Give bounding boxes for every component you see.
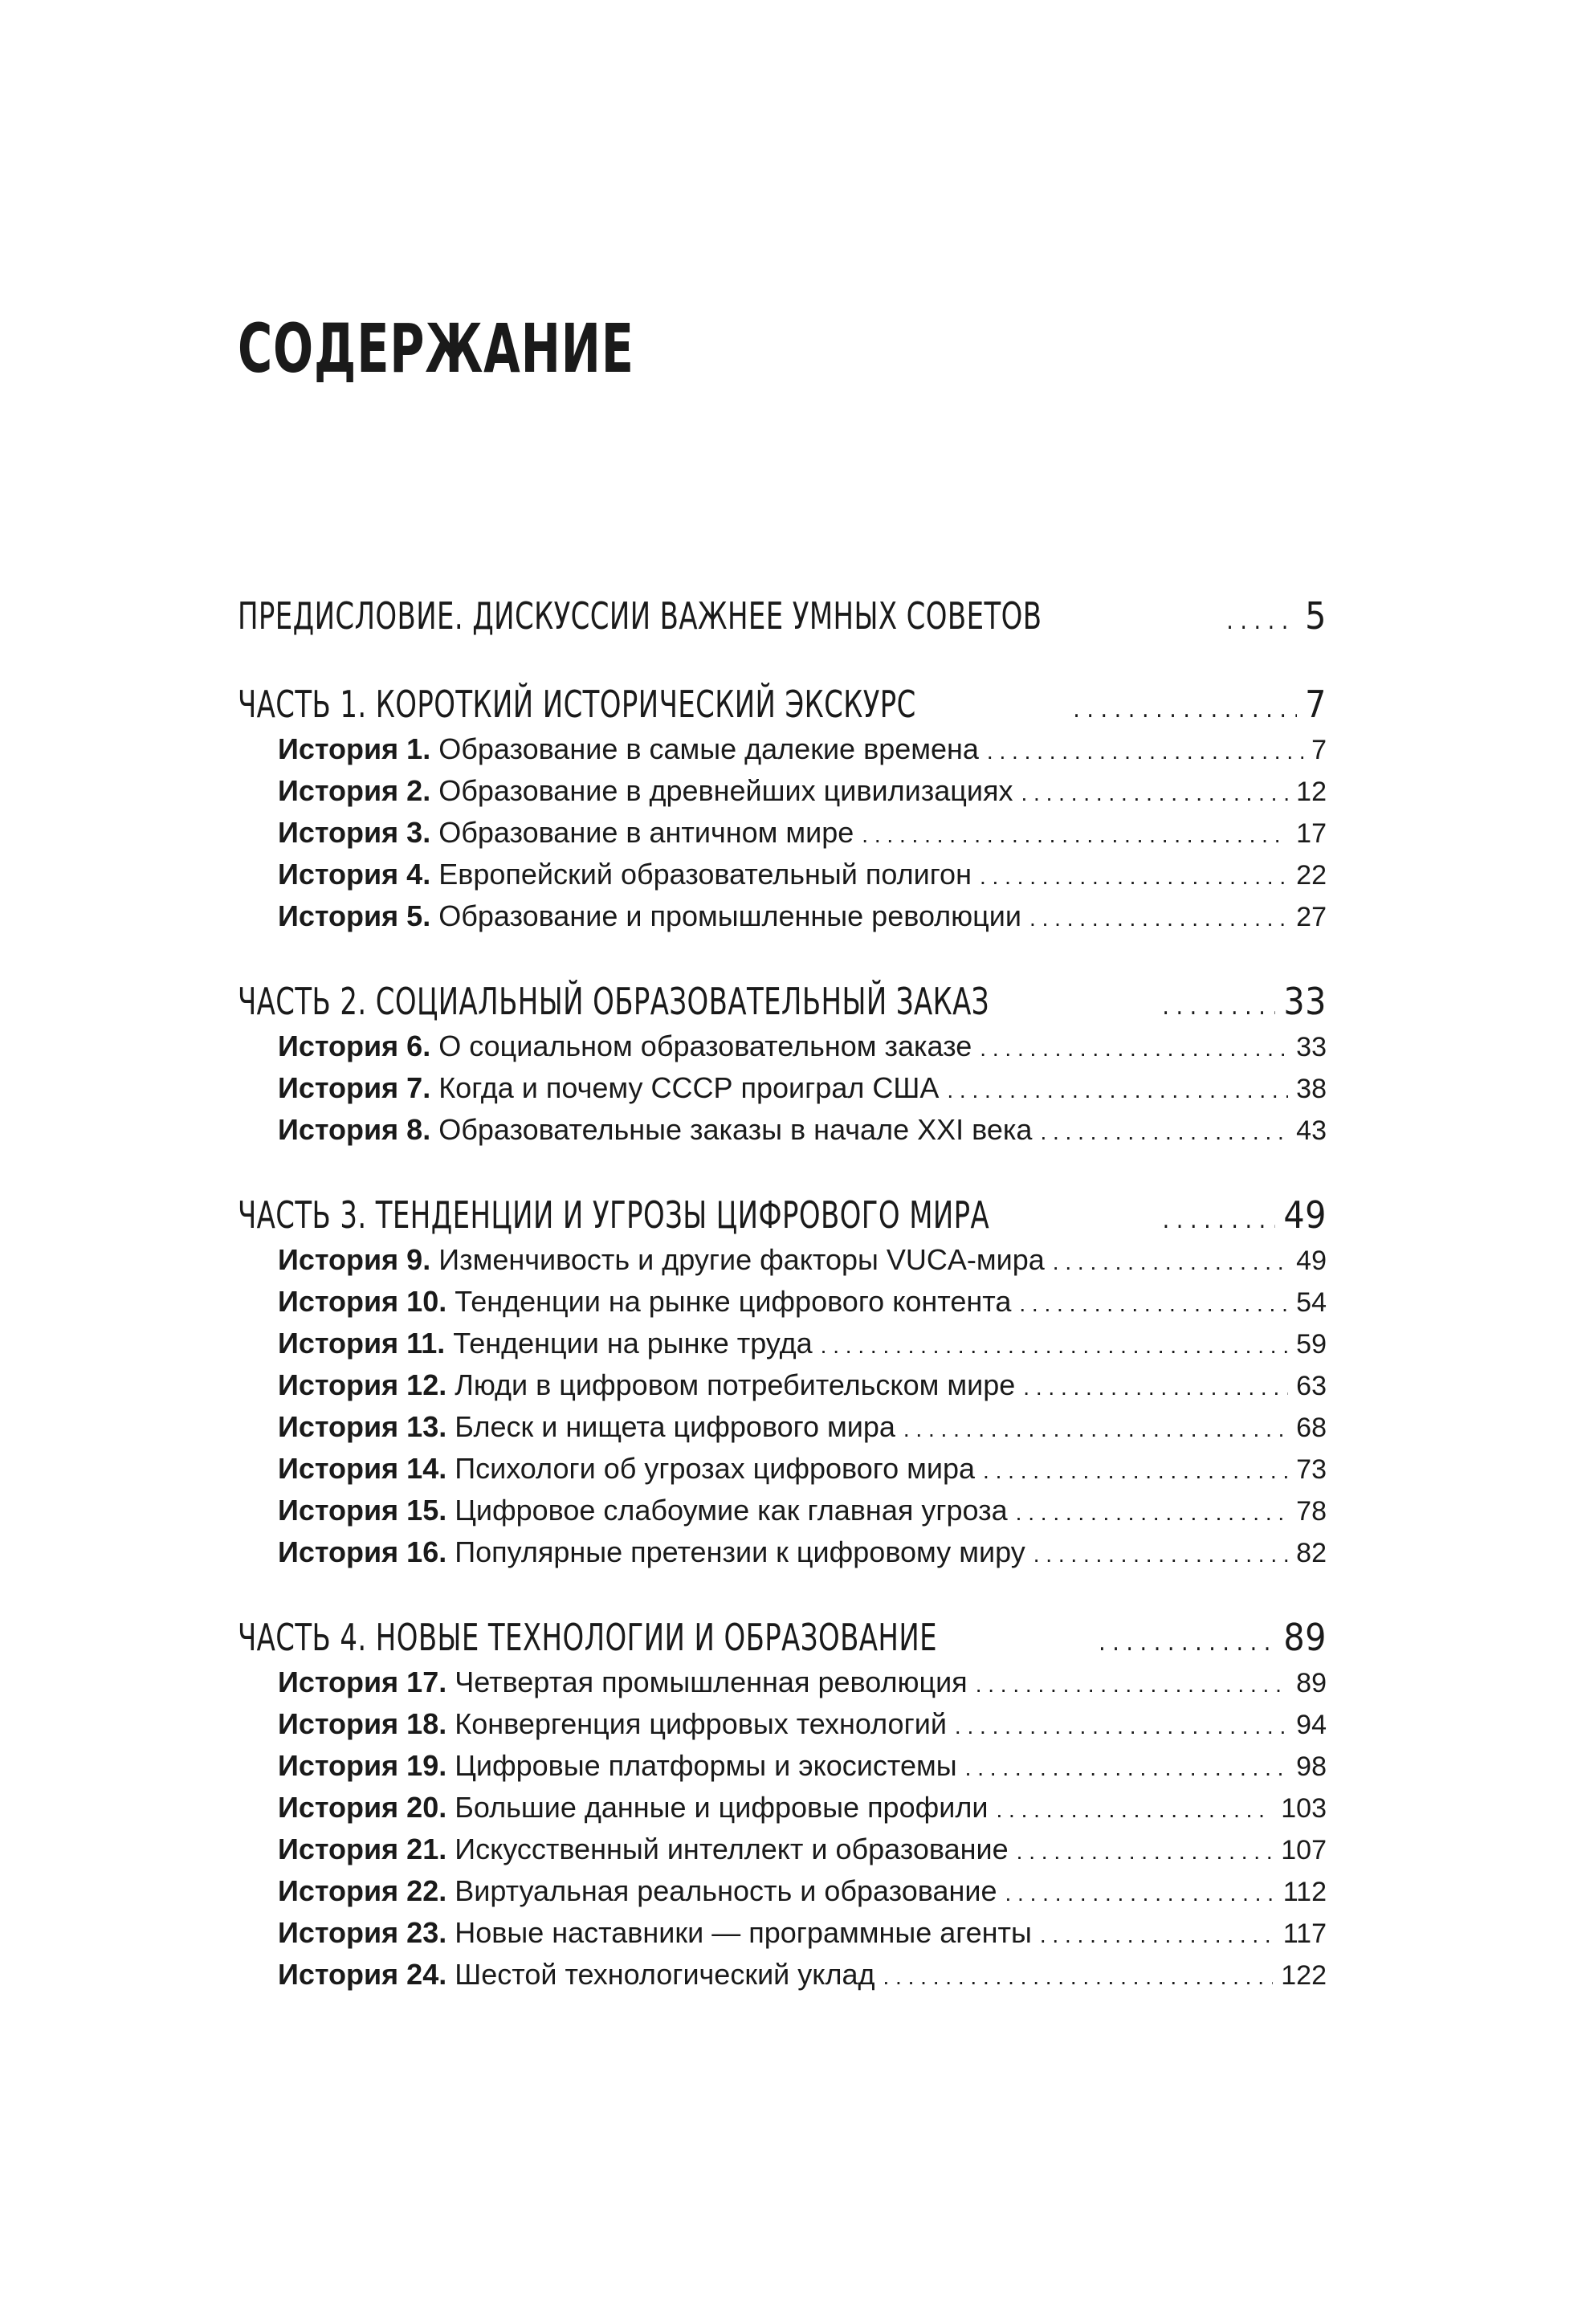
- toc-story-label: [278, 1791, 988, 1825]
- page-number: 117: [1282, 1918, 1327, 1949]
- story-number: История 23.: [278, 1916, 447, 1949]
- page-number: 112: [1282, 1877, 1327, 1907]
- dot-leader: [980, 1036, 1288, 1062]
- story-number: История 14.: [278, 1452, 447, 1485]
- story-number: История 17.: [278, 1666, 447, 1698]
- page-number: 122: [1281, 1960, 1327, 1991]
- toc-story[interactable]: [238, 858, 1327, 899]
- page-number: 78: [1296, 1496, 1327, 1527]
- dot-leader: [821, 1333, 1289, 1359]
- toc-story[interactable]: [238, 1452, 1327, 1494]
- toc-part-3[interactable]: [238, 1193, 1327, 1243]
- dot-leader: [1053, 1250, 1288, 1275]
- page-number: 49: [1296, 1246, 1327, 1276]
- toc-story-label: [278, 1494, 1008, 1527]
- toc-story-label: [278, 1113, 1032, 1147]
- story-title: Европейский образовательный полигон: [438, 858, 972, 891]
- dot-leader: [1021, 781, 1288, 806]
- toc-story-label: [278, 1958, 874, 1992]
- story-number: История 12.: [278, 1368, 447, 1401]
- toc-story[interactable]: [238, 1874, 1327, 1916]
- toc-story-label: [278, 1071, 939, 1105]
- story-number: История 22.: [278, 1874, 447, 1907]
- dot-leader: [1005, 1881, 1274, 1906]
- dot-leader: [947, 1078, 1288, 1103]
- story-title: Искусственный интеллект и образование: [455, 1833, 1009, 1865]
- story-number: История 18.: [278, 1707, 447, 1740]
- dot-leader: [1040, 1922, 1275, 1948]
- story-number: История 19.: [278, 1749, 447, 1782]
- toc-story[interactable]: [238, 1029, 1327, 1071]
- toc-story-label: [278, 899, 1021, 933]
- dot-leader: [1017, 1839, 1274, 1865]
- toc-story[interactable]: [238, 816, 1327, 858]
- toc-story-label: [278, 1029, 972, 1063]
- dot-leader: [903, 1417, 1288, 1442]
- page-number: 49: [1283, 1193, 1327, 1237]
- page-number: 98: [1296, 1751, 1327, 1782]
- page-number: 89: [1283, 1616, 1327, 1659]
- page-number: 107: [1281, 1835, 1327, 1865]
- story-number: История 2.: [278, 774, 431, 807]
- toc-story[interactable]: [238, 1368, 1327, 1410]
- story-title: Образовательные заказы в начале XXI века: [438, 1113, 1033, 1146]
- dot-leader: [883, 1964, 1273, 1990]
- toc-story-label: [278, 1285, 1011, 1319]
- story-title: Шестой технологический уклад: [455, 1958, 875, 1991]
- page-number: 82: [1296, 1538, 1327, 1568]
- toc-story[interactable]: [238, 1958, 1327, 2000]
- toc-story-label: [278, 858, 972, 891]
- toc-story-label: [278, 1749, 957, 1783]
- dot-leader: [1033, 1542, 1288, 1568]
- dot-leader: [1019, 1291, 1288, 1317]
- toc-story-label: [278, 1874, 997, 1908]
- story-title: Большие данные и цифровые профили: [455, 1791, 989, 1824]
- story-title: Образование в древнейших цивилизациях: [438, 774, 1013, 807]
- story-title: Цифровые платформы и экосистемы: [455, 1749, 957, 1782]
- page-number: 59: [1296, 1329, 1327, 1360]
- story-title: Виртуальная реальность и образование: [455, 1874, 997, 1907]
- toc-story[interactable]: [238, 1916, 1327, 1958]
- dot-leader: [1162, 993, 1275, 1021]
- toc-part-2[interactable]: [238, 980, 1327, 1029]
- toc-parts: [238, 683, 1327, 2000]
- story-number: История 8.: [278, 1113, 431, 1146]
- story-title: Психологи об угрозах цифрового мира: [455, 1452, 976, 1485]
- page-number: 7: [1311, 735, 1327, 765]
- page-number: 12: [1296, 777, 1327, 807]
- page-number: 22: [1296, 860, 1327, 891]
- dot-leader: [1099, 1629, 1275, 1657]
- dot-leader: [987, 739, 1303, 764]
- story-title: Изменчивость и другие факторы VUCA-мира: [438, 1243, 1045, 1276]
- story-title: Тенденции на рынке цифрового контента: [455, 1285, 1012, 1318]
- toc-story[interactable]: [238, 1410, 1327, 1452]
- story-title: Четвертая промышленная революция: [455, 1666, 968, 1698]
- dot-leader: [1023, 1375, 1288, 1401]
- story-number: История 7.: [278, 1071, 431, 1104]
- page-number: 43: [1296, 1115, 1327, 1146]
- toc-foreword[interactable]: [238, 594, 1327, 644]
- story-title: Цифровое слабоумие как главная угроза: [455, 1494, 1008, 1527]
- story-number: История 21.: [278, 1833, 447, 1865]
- toc-story-label: [278, 1368, 1015, 1402]
- toc-story[interactable]: [238, 732, 1327, 774]
- page-number: 94: [1296, 1710, 1327, 1740]
- toc-story[interactable]: [238, 1535, 1327, 1577]
- toc-story[interactable]: [238, 1494, 1327, 1535]
- toc-story[interactable]: [238, 1071, 1327, 1113]
- toc-story-label: [278, 1410, 895, 1444]
- story-number: История 6.: [278, 1029, 431, 1062]
- story-title: Образование в самые далекие времена: [438, 732, 979, 765]
- toc-part-label: ЧАСТЬ 3. ТЕНДЕНЦИИ И УГРОЗЫ ЦИФРОВОГО МИРА: [238, 1193, 990, 1237]
- toc-story-label: [278, 1327, 813, 1360]
- story-title: Когда и почему СССР проиграл США: [438, 1071, 940, 1104]
- story-number: История 1.: [278, 732, 431, 765]
- story-title: Образование в античном мире: [438, 816, 854, 849]
- story-number: История 16.: [278, 1535, 447, 1568]
- dot-leader: [862, 822, 1288, 848]
- page-number: 89: [1296, 1668, 1327, 1698]
- page-number: 7: [1305, 683, 1327, 726]
- toc-story-label: [278, 1666, 968, 1699]
- toc-part-4[interactable]: [238, 1616, 1327, 1666]
- page-number: 73: [1296, 1454, 1327, 1485]
- dot-leader: [976, 1672, 1288, 1698]
- toc-story[interactable]: [238, 1285, 1327, 1327]
- toc-story[interactable]: [238, 1113, 1327, 1155]
- toc-foreword-label: ПРЕДИСЛОВИЕ. ДИСКУССИИ ВАЖНЕЕ УМНЫХ СОВЕТОВ: [238, 594, 1042, 638]
- story-number: История 24.: [278, 1958, 447, 1991]
- toc-story-label: [278, 1707, 947, 1741]
- toc-story[interactable]: [238, 1707, 1327, 1749]
- page-number: 38: [1296, 1074, 1327, 1104]
- story-number: История 3.: [278, 816, 431, 849]
- story-number: История 9.: [278, 1243, 431, 1276]
- page-number: 27: [1296, 902, 1327, 932]
- toc-story[interactable]: [238, 1833, 1327, 1874]
- toc-story-label: [278, 1452, 975, 1486]
- story-title: Образование и промышленные революции: [438, 899, 1022, 932]
- dot-leader: [996, 1797, 1273, 1823]
- page-number: 33: [1283, 980, 1327, 1023]
- toc-story[interactable]: [238, 774, 1327, 816]
- dot-leader: [1073, 695, 1297, 724]
- story-title: Популярные претензии к цифровому миру: [455, 1535, 1025, 1568]
- story-number: История 11.: [278, 1327, 446, 1360]
- story-title: Конвергенция цифровых технологий: [455, 1707, 947, 1740]
- story-number: История 4.: [278, 858, 431, 891]
- story-number: История 13.: [278, 1410, 447, 1443]
- page-number: 68: [1296, 1413, 1327, 1443]
- dot-leader: [1226, 607, 1297, 635]
- toc-part-label: ЧАСТЬ 2. СОЦИАЛЬНЫЙ ОБРАЗОВАТЕЛЬНЫЙ ЗАКАЗ: [238, 980, 989, 1023]
- toc-part-label: ЧАСТЬ 4. НОВЫЕ ТЕХНОЛОГИИ И ОБРАЗОВАНИЕ: [238, 1616, 937, 1659]
- dot-leader: [965, 1755, 1289, 1781]
- toc-story-label: [278, 732, 979, 766]
- toc-story[interactable]: [238, 1791, 1327, 1833]
- dot-leader: [983, 1458, 1288, 1484]
- dot-leader: [1029, 906, 1288, 932]
- page-number: 17: [1296, 818, 1327, 849]
- toc-story[interactable]: [238, 899, 1327, 941]
- story-title: Тенденции на рынке труда: [453, 1327, 813, 1360]
- page-title: СОДЕРЖАНИЕ: [238, 309, 634, 388]
- table-of-contents: [238, 594, 1327, 2000]
- toc-story-label: [278, 816, 854, 850]
- page-number: 63: [1296, 1371, 1327, 1401]
- toc-story-label: [278, 774, 1013, 808]
- story-title: Блеск и нищета цифрового мира: [455, 1410, 895, 1443]
- story-number: История 15.: [278, 1494, 447, 1527]
- toc-story-label: [278, 1916, 1032, 1950]
- story-title: Новые наставники — программные агенты: [455, 1916, 1032, 1949]
- story-number: История 20.: [278, 1791, 447, 1824]
- story-title: О социальном образовательном заказе: [438, 1029, 972, 1062]
- toc-story-label: [278, 1535, 1025, 1569]
- toc-story[interactable]: [238, 1327, 1327, 1368]
- toc-part-label: ЧАСТЬ 1. КОРОТКИЙ ИСТОРИЧЕСКИЙ ЭКСКУРС: [238, 683, 916, 726]
- dot-leader: [980, 864, 1288, 890]
- page-number: 54: [1296, 1287, 1327, 1318]
- dot-leader: [955, 1714, 1288, 1739]
- toc-story[interactable]: [238, 1243, 1327, 1285]
- story-number: История 5.: [278, 899, 431, 932]
- page-number: 5: [1305, 594, 1327, 638]
- dot-leader: [1016, 1500, 1289, 1526]
- toc-story[interactable]: [238, 1749, 1327, 1791]
- toc-story[interactable]: [238, 1666, 1327, 1707]
- page-number: 33: [1296, 1032, 1327, 1062]
- dot-leader: [1163, 1206, 1276, 1234]
- toc-story-label: [278, 1833, 1009, 1866]
- story-title: Люди в цифровом потребительском мире: [455, 1368, 1016, 1401]
- page-number: 103: [1281, 1793, 1327, 1824]
- dot-leader: [1040, 1119, 1288, 1145]
- toc-story-label: [278, 1243, 1045, 1277]
- story-number: История 10.: [278, 1285, 447, 1318]
- toc-part-1[interactable]: [238, 683, 1327, 732]
